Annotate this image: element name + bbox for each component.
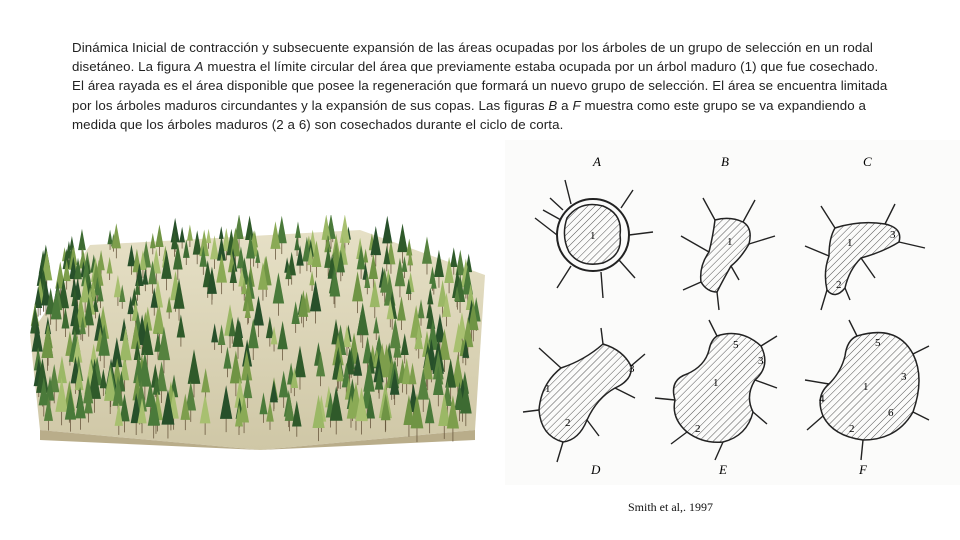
figure-credit: Smith et al,. 1997 bbox=[628, 500, 713, 514]
panel-e-label-2: 2 bbox=[695, 423, 701, 435]
tree-crown bbox=[397, 223, 407, 252]
caption-text-4: muestra como este grupo se va expandiendo a medida que los árboles maduros (2 a 6) son cosechados durante el ciclo de corta. bbox=[72, 97, 867, 132]
panel-c-label-3: 3 bbox=[890, 229, 896, 241]
tree-crown bbox=[155, 224, 163, 247]
tree-crown bbox=[187, 225, 193, 241]
panel-d-label-1: 1 bbox=[545, 383, 551, 395]
panel-e-label-5: 5 bbox=[733, 339, 739, 351]
panel-c-letter: C bbox=[863, 154, 872, 169]
tree-crown bbox=[150, 233, 156, 248]
tree-crown bbox=[450, 247, 457, 267]
panel-a-label-1: 1 bbox=[590, 230, 596, 242]
panel-c-label-2: 2 bbox=[836, 279, 842, 291]
selection-group-diagram bbox=[505, 140, 960, 485]
panel-d-label-2: 2 bbox=[565, 417, 571, 429]
panel-b-letter: B bbox=[721, 154, 729, 169]
caption-fig-b: B bbox=[548, 97, 558, 113]
panel-d-letter: D bbox=[591, 462, 601, 477]
panel-b-label-1: 1 bbox=[727, 236, 733, 248]
panel-f-letter: F bbox=[859, 462, 867, 477]
caption-fig-a: A bbox=[194, 59, 204, 75]
tree-crown bbox=[206, 229, 211, 243]
caption-text-3: a bbox=[557, 97, 573, 113]
panel-c-label-1: 1 bbox=[847, 237, 853, 249]
caption-text-2: muestra el límite circular del área que previamente estaba ocupada por un árbol maduro (1) que fue cosechado. El área rayada es el área disponible que posee la regeneración que formará un nuevo grupo de selección. El área se encuentra limitada por los árboles maduros circundantes y la expansión de sus copas. Las figuras bbox=[72, 59, 888, 113]
panel-e-letter: E bbox=[719, 462, 727, 477]
tree-crown bbox=[179, 227, 185, 243]
panel-e-label-1: 1 bbox=[713, 377, 719, 389]
tree-crown bbox=[422, 236, 432, 263]
panel-f-label-1: 1 bbox=[863, 381, 869, 393]
panel-d-label-3: 3 bbox=[629, 363, 635, 375]
panel-f-label-4: 4 bbox=[819, 393, 825, 405]
caption-text-1: Dinámica Inicial de contracción y subsecuente expansión de las áreas ocupadas por los árboles de un grupo de selección en un rodal disetáneo. La figura bbox=[72, 40, 873, 75]
tree-crown bbox=[78, 229, 86, 250]
caption-fig-f: F bbox=[572, 97, 581, 113]
panel-f-label-6: 6 bbox=[888, 407, 894, 419]
tree-crown bbox=[219, 226, 224, 239]
panel-f-label-5: 5 bbox=[875, 337, 881, 349]
panel-e-label-3: 3 bbox=[758, 355, 764, 367]
figure-caption bbox=[72, 38, 892, 134]
panel-f-label-3: 3 bbox=[901, 371, 907, 383]
panel-f-label-2: 2 bbox=[849, 423, 855, 435]
panel-a-letter: A bbox=[593, 154, 601, 169]
tree-crown bbox=[295, 221, 301, 237]
forest-illustration bbox=[30, 215, 485, 450]
tree-crown bbox=[382, 216, 392, 244]
